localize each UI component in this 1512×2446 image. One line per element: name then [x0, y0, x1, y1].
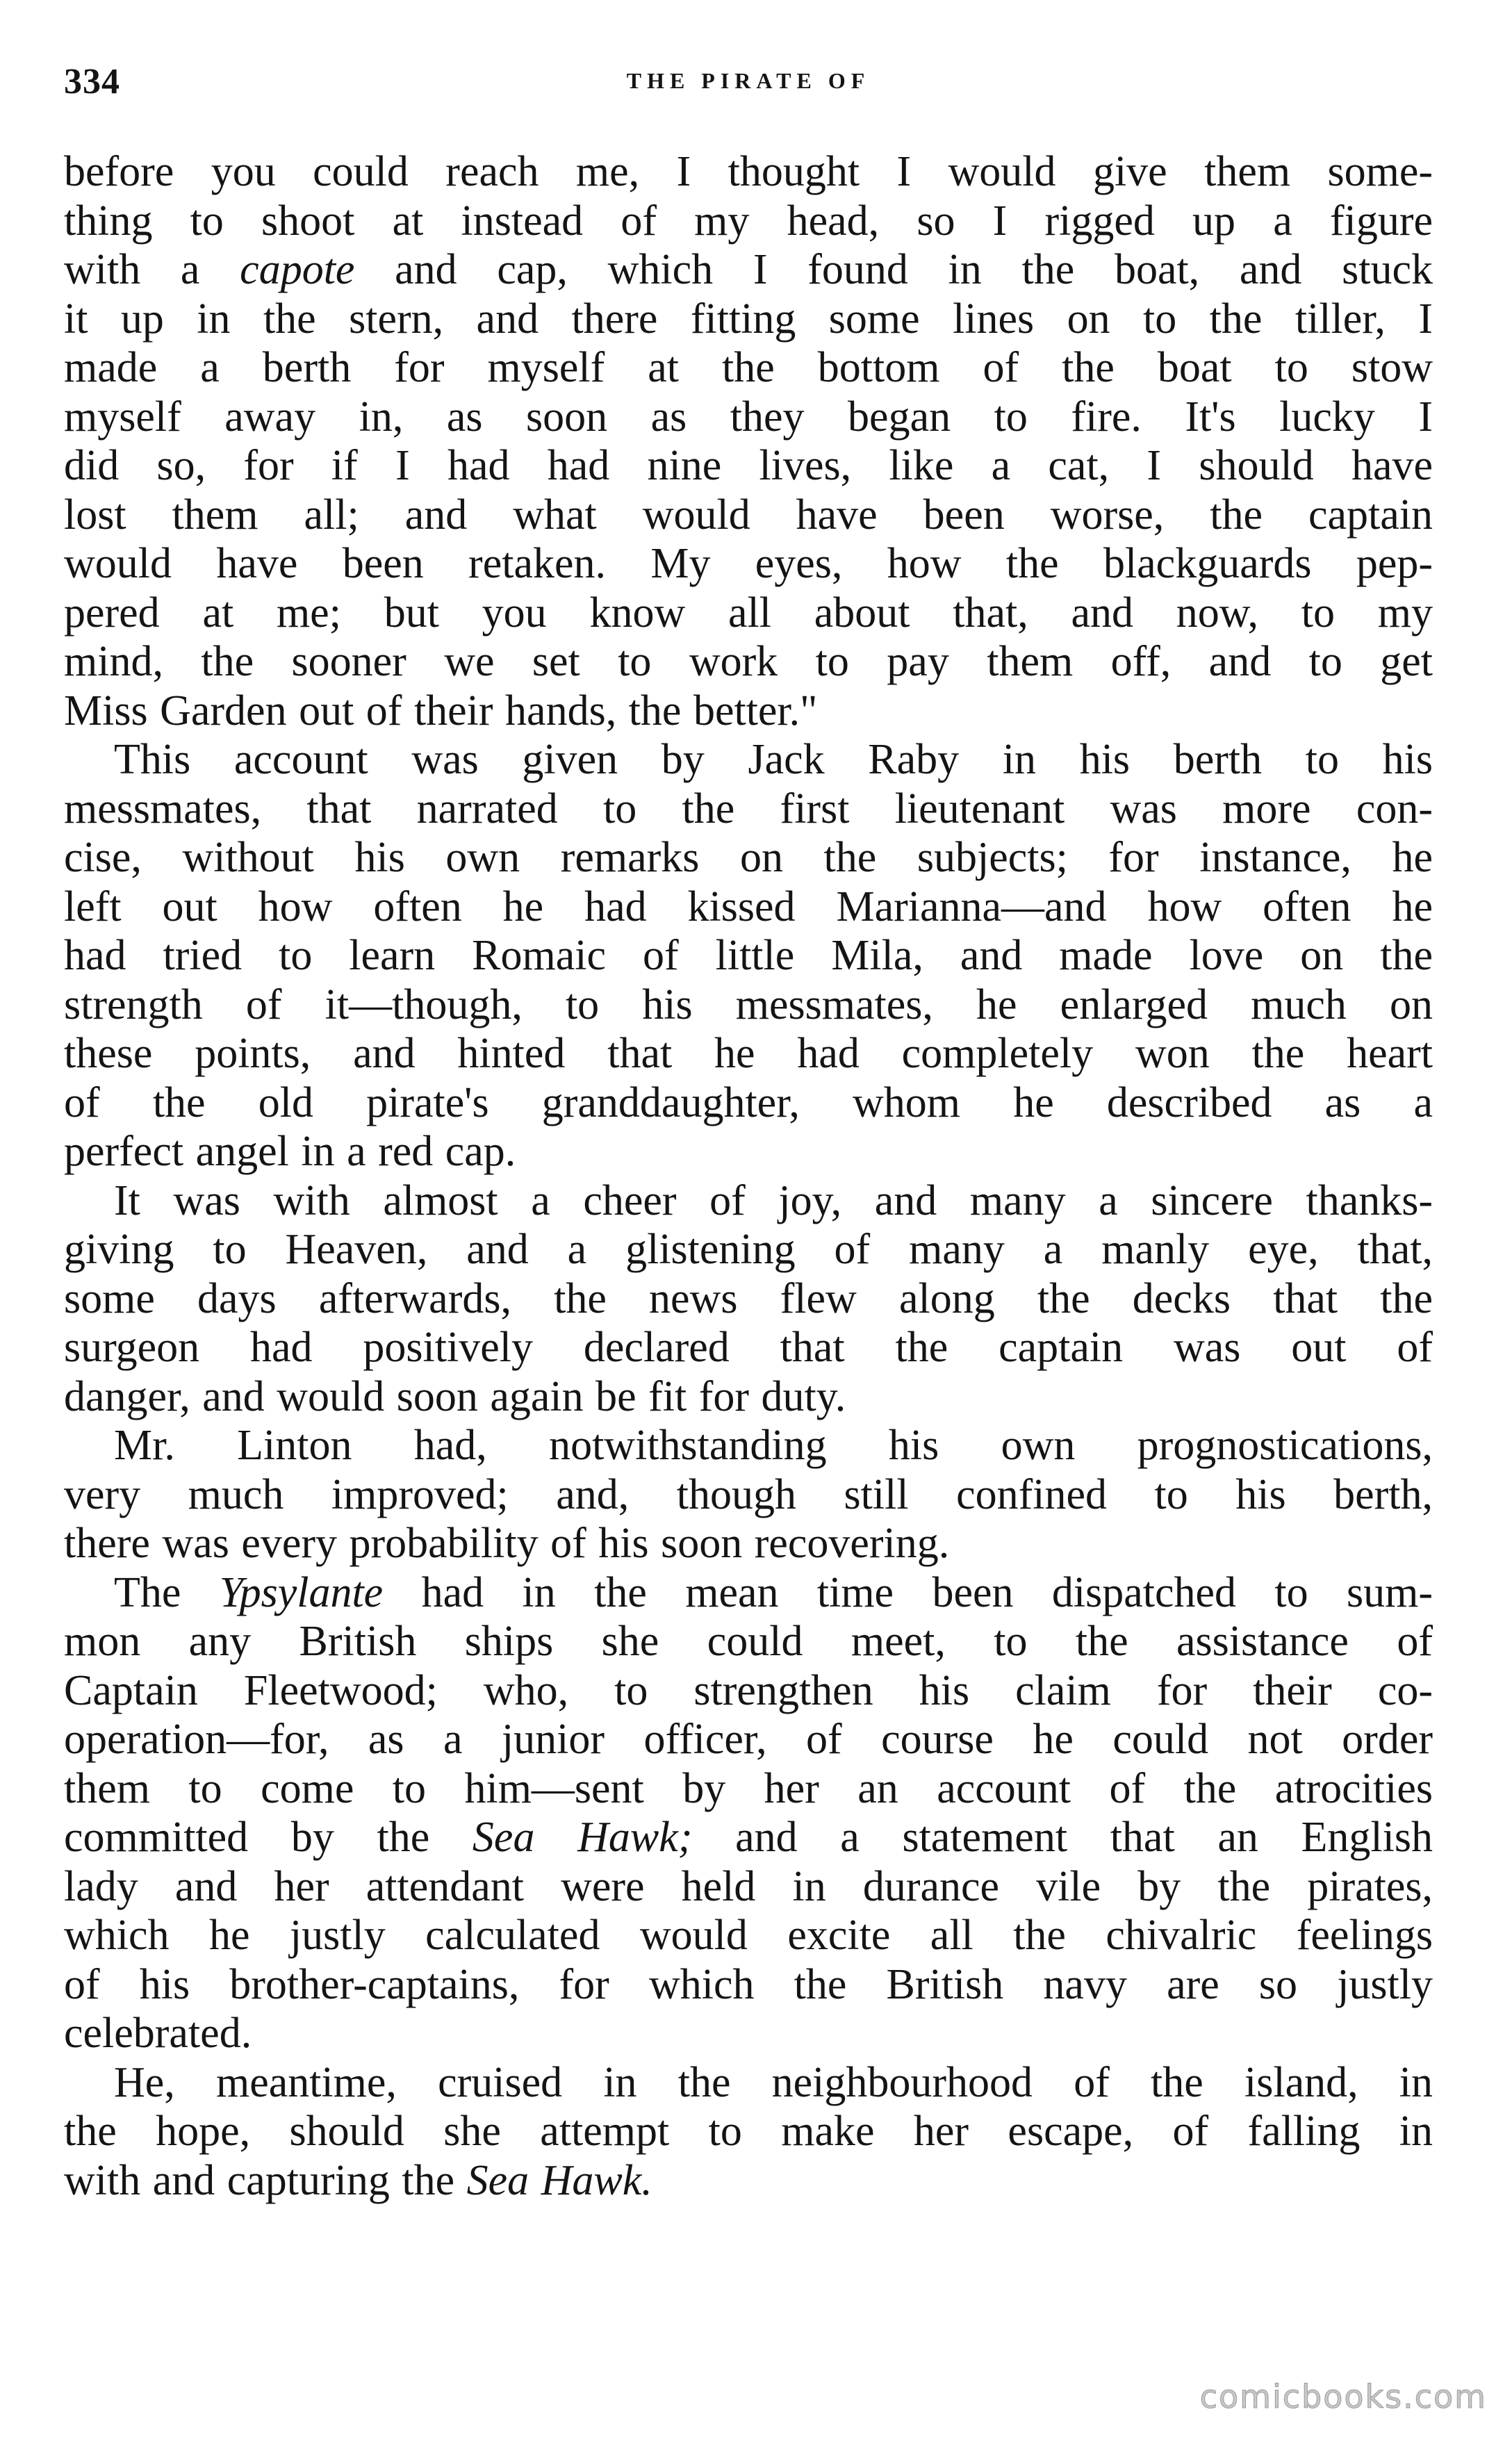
- text-line: these points, and hinted that he had completely won the heart: [64, 1030, 1433, 1077]
- italic-text: capote: [240, 246, 355, 293]
- text-line: operation—for, as a junior officer, of course he could not order: [64, 1716, 1433, 1763]
- text-line: It was with almost a cheer of joy, and many a sincere thanks-: [114, 1176, 1433, 1224]
- page-number: 334: [64, 62, 120, 101]
- body-text: [64, 147, 1433, 2205]
- text-line: Miss Garden out of their hands, the better.": [64, 687, 818, 734]
- text-line: them to come to him—sent by her an account of the atrocities: [64, 1764, 1433, 1812]
- text-line: some days afterwards, the news flew along the decks that the: [64, 1274, 1433, 1322]
- text-line: mon any British ships she could meet, to the assistance of: [64, 1618, 1433, 1665]
- running-title: THE PIRATE OF: [626, 68, 871, 93]
- text-line: messmates, that narrated to the first lieutenant was more con-: [64, 785, 1433, 832]
- text-line: with and capturing the Sea Hawk.: [64, 2156, 652, 2204]
- text-line: very much improved; and, though still confined to his berth,: [64, 1470, 1433, 1518]
- text-line: committed by the Sea Hawk; and a statement that an English: [64, 1814, 1433, 1861]
- paragraph: [64, 147, 1433, 735]
- text-line: surgeon had positively declared that the captain was out of: [64, 1324, 1433, 1371]
- text-line: Mr. Linton had, notwithstanding his own prognostications,: [114, 1422, 1433, 1469]
- text-line: This account was given by Jack Raby in his berth to his: [114, 736, 1433, 783]
- italic-text: Sea Hawk.: [466, 2156, 652, 2204]
- watermark-logo: comicbooks.com: [1199, 2378, 1487, 2415]
- text-line: with a capote and cap, which I found in the boat, and stuck: [64, 246, 1433, 293]
- text-line: mind, the sooner we set to work to pay them off, and to get: [64, 638, 1433, 685]
- page-header: [64, 61, 1433, 121]
- text-line: the hope, should she attempt to make her escape, of falling in: [64, 2108, 1433, 2155]
- text-line: before you could reach me, I thought I would give them some-: [64, 148, 1433, 195]
- text-line: celebrated.: [64, 2010, 252, 2057]
- text-line: The Ypsylante had in the mean time been dispatched to sum-: [114, 1568, 1433, 1616]
- paragraph: [64, 2058, 1433, 2206]
- italic-text: Ypsylante: [219, 1568, 384, 1616]
- text-line: thing to shoot at instead of my head, so I rigged up a figure: [64, 197, 1433, 245]
- paragraph: [64, 1568, 1433, 2058]
- text-line: which he justly calculated would excite all the chivalric feelings: [64, 1912, 1433, 1959]
- paragraph: [64, 1176, 1433, 1422]
- text-line: would have been retaken. My eyes, how the blackguards pep-: [64, 540, 1433, 587]
- text-line: cise, without his own remarks on the subjects; for instance, he: [64, 834, 1433, 881]
- text-line: left out how often he had kissed Marianna—and how often he: [64, 883, 1433, 930]
- text-line: Captain Fleetwood; who, to strengthen his claim for their co-: [64, 1666, 1433, 1714]
- text-line: lost them all; and what would have been worse, the captain: [64, 491, 1433, 539]
- text-line: myself away in, as soon as they began to fire. It's lucky I: [64, 393, 1433, 441]
- text-line: there was every probability of his soon recovering.: [64, 1520, 950, 1567]
- text-line: did so, for if I had had nine lives, like a cat, I should have: [64, 442, 1433, 489]
- text-line: had tried to learn Romaic of little Mila, and made love on the: [64, 932, 1433, 979]
- italic-text: Sea Hawk;: [472, 1814, 693, 1861]
- text-line: pered at me; but you know all about that, and now, to my: [64, 589, 1433, 637]
- text-line: it up in the stern, and there fitting some lines on to the tiller, I: [64, 295, 1433, 343]
- text-line: of his brother-captains, for which the British navy are so justly: [64, 1960, 1433, 2008]
- text-line: He, meantime, cruised in the neighbourhood of the island, in: [114, 2058, 1433, 2106]
- text-line: strength of it—though, to his messmates, he enlarged much on: [64, 980, 1433, 1028]
- text-line: giving to Heaven, and a glistening of many a manly eye, that,: [64, 1226, 1433, 1273]
- paragraph: [64, 1421, 1433, 1568]
- text-line: lady and her attendant were held in durance vile by the pirates,: [64, 1862, 1433, 1910]
- text-line: made a berth for myself at the bottom of the boat to stow: [64, 344, 1433, 391]
- paragraph: [64, 735, 1433, 1176]
- text-line: of the old pirate's granddaughter, whom he described as a: [64, 1078, 1433, 1126]
- text-line: danger, and would soon again be fit for duty.: [64, 1372, 846, 1420]
- text-line: perfect angel in a red cap.: [64, 1128, 516, 1175]
